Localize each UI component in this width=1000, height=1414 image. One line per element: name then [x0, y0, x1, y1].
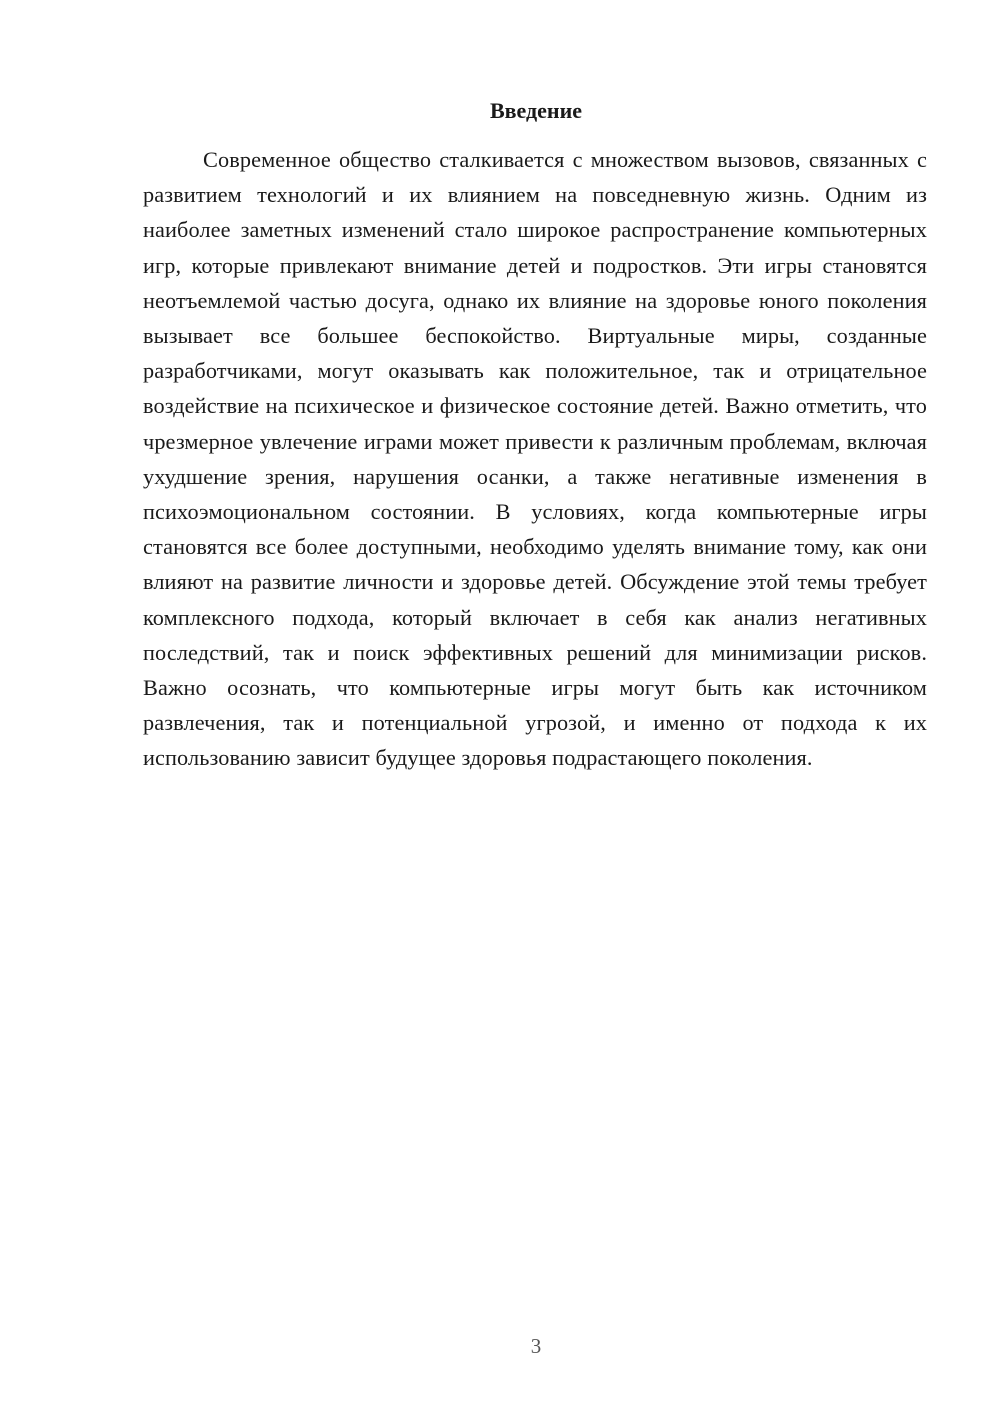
section-heading: Введение [489, 98, 583, 123]
introduction-paragraph: Современное общество сталкивается с множеством вызовов, связанных с развитием технологий и их влиянием на повседневную жизнь. Одним из наиболее заметных изменений стало широкое распространение компьютерных игр, которые привлекают внимание детей и подростков. Эти игры становятся неотъемлемой частью досуга, однако их влияние на здоровье юного поколения вызывает все большее беспокойство. Виртуальные миры, созданные разработчиками, могут оказывать как положительное, так и отрицательное воздействие на психическое и физическое состояние детей. Важно отметить, что чрезмерное увлечение играми может привести к различным проблемам, включая ухудшение зрения, нарушения осанки, а также негативные изменения в психоэмоциональном состоянии. В условиях, когда компьютерные игры становятся все более доступными, необходимо уделять внимание тому, как они влияют на развитие личности и здоровье детей. Обсуждение этой темы требует комплексного подхода, который включает в себя как анализ негативных последствий, так и поиск эффективных решений для минимизации рисков. Важно осознать, что компьютерные игры могут быть как источником развлечения, так и потенциальной угрозой, и именно от подхода к их использованию зависит будущее здоровья подрастающего поколения. [143, 147, 927, 771]
page-number: 3 [530, 1334, 542, 1358]
